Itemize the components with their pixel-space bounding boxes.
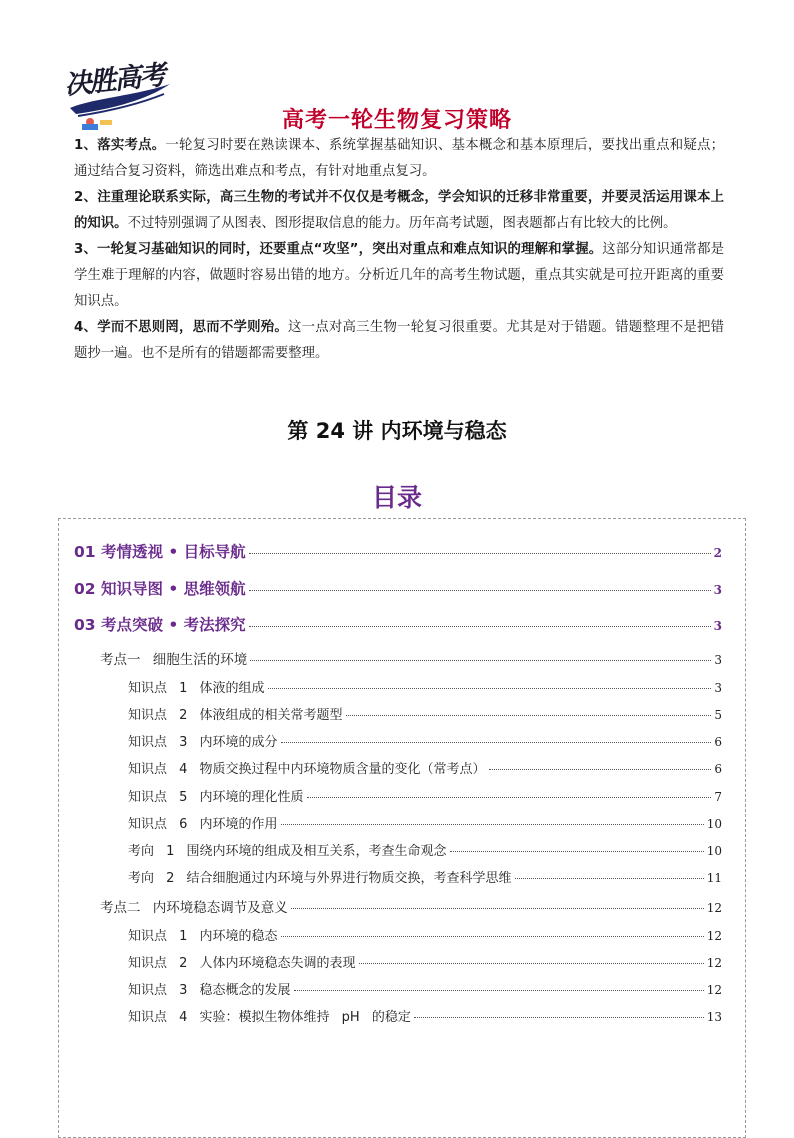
toc-label: 知识点 4 物质交换过程中内环境物质含量的变化（常考点） — [128, 762, 486, 777]
toc-entry-item[interactable] — [128, 925, 722, 944]
toc-leader — [249, 553, 711, 554]
toc-page: 5 — [714, 708, 722, 722]
toc-entry-section[interactable] — [74, 613, 722, 635]
toc-leader — [249, 626, 711, 627]
toc-page: 6 — [714, 762, 722, 776]
toc-label: 知识点 1 体液的组成 — [128, 681, 265, 696]
strategy-heading: 2、注重理论联系实际，高三生物的考试并不仅仅是考概念，学会知识的迁移非常重要，并要灵活运用课本上的知识。 — [74, 190, 724, 231]
toc-page: 13 — [706, 1010, 722, 1024]
toc-page: 10 — [706, 844, 722, 858]
toc-page: 2 — [713, 546, 722, 560]
strategy-heading: 4、学而不思则罔，思而不学则殆。 — [74, 320, 289, 335]
toc-label: 02 知识导图 • 思维领航 — [74, 580, 246, 598]
toc-label: 知识点 3 内环境的成分 — [128, 735, 278, 750]
toc-entry-item[interactable] — [128, 677, 722, 696]
toc-leader — [291, 908, 704, 909]
toc-label: 考点一 细胞生活的环境 — [100, 652, 248, 668]
toc-entry-item[interactable] — [128, 758, 722, 777]
strategy-paragraph — [74, 133, 724, 185]
toc-entry-item[interactable] — [128, 840, 722, 859]
toc-page: 3 — [713, 619, 722, 633]
toc-entry-item[interactable] — [128, 1006, 722, 1025]
toc-entry-section[interactable] — [74, 577, 722, 599]
toc-leader — [450, 851, 704, 852]
strategy-text: 不过特别强调了从图表、图形提取信息的能力。历年高考试题，图表题都占有比较大的比例。 — [127, 216, 677, 231]
strategy-paragraph — [74, 185, 724, 237]
toc-leader — [250, 660, 711, 661]
toc-label: 知识点 5 内环境的理化性质 — [128, 790, 304, 805]
toc-title: 目录 — [371, 483, 422, 512]
toc-leader — [307, 797, 712, 798]
toc-entry-item[interactable] — [128, 786, 722, 805]
toc-leader — [249, 590, 711, 591]
toc-label: 01 考情透视 • 目标导航 — [74, 543, 246, 561]
toc-page: 12 — [706, 929, 722, 943]
toc-leader — [515, 878, 704, 879]
toc-label: 知识点 1 内环境的稳态 — [128, 929, 278, 944]
toc-label: 考向 1 围绕内环境的组成及相互关系，考查生命观念 — [128, 844, 447, 859]
strategy-paragraph — [74, 237, 724, 315]
toc-entry-item[interactable] — [128, 979, 722, 998]
strategy-text: 这部分知识通常都是学生难于理解的内容，做题时容易出错的地方。分析近几年的高考生物试题，重点其实就是可拉开距离的重要知识点。 — [74, 242, 724, 309]
toc-label: 考向 2 结合细胞通过内环境与外界进行物质交换，考查科学思维 — [128, 871, 512, 886]
toc-entry-topic[interactable] — [100, 648, 722, 668]
toc-label: 知识点 3 稳态概念的发展 — [128, 983, 291, 998]
lecture-title: 第 24 讲 内环境与稳态 — [287, 419, 507, 443]
toc-leader — [281, 742, 712, 743]
toc-page: 12 — [706, 901, 722, 915]
toc-leader — [281, 936, 704, 937]
toc-label: 知识点 2 体液组成的相关常考题型 — [128, 708, 343, 723]
toc-leader — [281, 824, 704, 825]
toc-leader — [489, 769, 712, 770]
toc-page: 7 — [714, 790, 722, 804]
toc-entry-topic[interactable] — [100, 896, 722, 916]
toc-entry-item[interactable] — [128, 731, 722, 750]
toc-label: 03 考点突破 • 考法探究 — [74, 616, 246, 634]
toc-leader — [359, 963, 704, 964]
toc-entry-item[interactable] — [128, 813, 722, 832]
toc-leader — [268, 688, 712, 689]
toc-page: 11 — [706, 871, 722, 885]
toc-leader — [414, 1017, 704, 1018]
strategy-text: 一轮复习时要在熟读课本、系统掌握基础知识、基本概念和基本原理后，要找出重点和疑点；通过结合复习资料，筛选出难点和考点，有针对地重点复习。 — [74, 138, 724, 179]
toc-entry-item[interactable] — [128, 704, 722, 723]
toc-page: 10 — [706, 817, 722, 831]
logo-text: 决胜高考 — [62, 59, 166, 102]
toc-leader — [294, 990, 704, 991]
toc-page: 12 — [706, 956, 722, 970]
toc-page: 3 — [714, 681, 722, 695]
toc-label: 知识点 6 内环境的作用 — [128, 817, 278, 832]
toc-page: 3 — [714, 653, 722, 667]
toc-page: 12 — [706, 983, 722, 997]
strategy-text: 这一点对高三生物一轮复习很重要。尤其是对于错题。错题整理不是把错题抄一遍。也不是所有的错题都需要整理。 — [74, 320, 724, 361]
svg-text:· · · ·: · · · · — [104, 102, 113, 107]
toc-leader — [346, 715, 712, 716]
main-title: 高考一轮生物复习策略 — [281, 108, 512, 133]
toc-label: 知识点 2 人体内环境稳态失调的表现 — [128, 956, 356, 971]
strategy-section — [74, 133, 724, 367]
toc-label: 知识点 4 实验：模拟生物体维持 pH 的稳定 — [128, 1010, 411, 1025]
toc-entry-item[interactable] — [128, 867, 722, 886]
strategy-paragraph — [74, 315, 724, 367]
toc-page: 6 — [714, 735, 722, 749]
strategy-heading: 1、落实考点。 — [74, 138, 166, 153]
toc-page: 3 — [713, 583, 722, 597]
strategy-heading: 3、一轮复习基础知识的同时，还要重点“攻坚”，突出对重点和难点知识的理解和掌握。 — [74, 242, 603, 257]
toc-entry-item[interactable] — [128, 952, 722, 971]
toc-entry-section[interactable] — [74, 540, 722, 562]
toc-label: 考点二 内环境稳态调节及意义 — [100, 900, 288, 916]
